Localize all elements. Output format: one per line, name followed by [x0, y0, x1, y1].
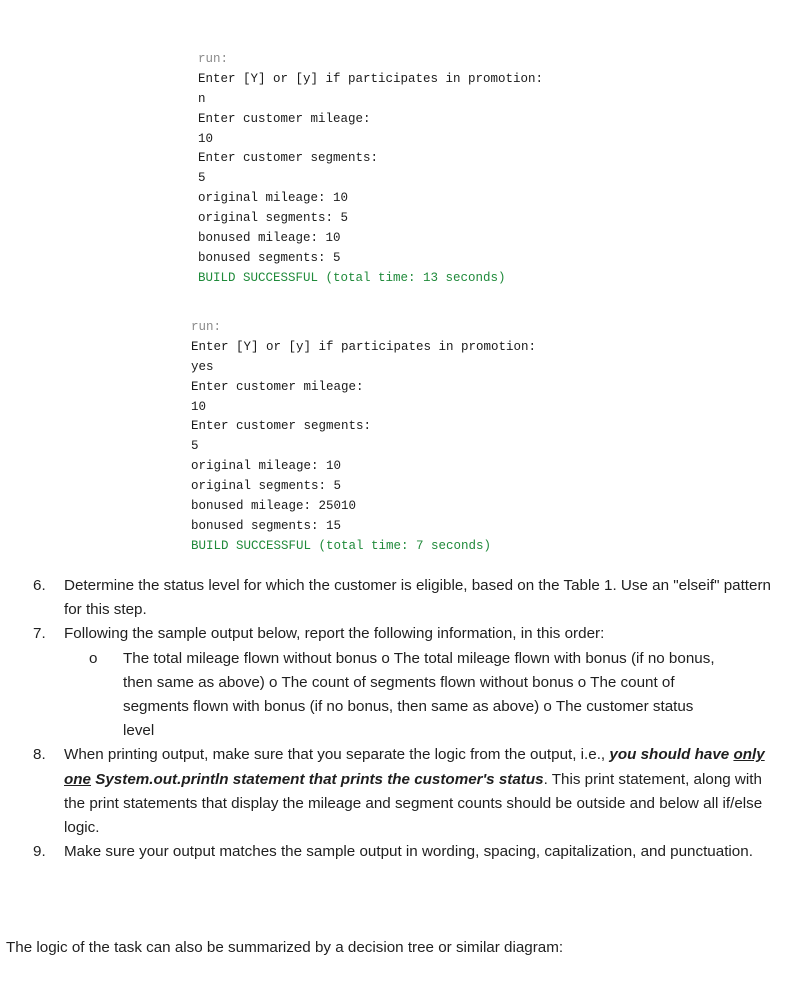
step-8-emph-1: you should have [609, 746, 734, 764]
console-line: run: [191, 320, 222, 334]
step-7 [33, 622, 783, 646]
step-text: Make sure your output matches the sample output in wording, spacing, capitalization, and punctuation. [64, 843, 753, 861]
console-line: original segments: 5 [198, 211, 349, 226]
sub-item-text: The total mileage flown without bonus o The total mileage flown with bonus (if no bonus, then same as above) o The count of segments flown without bonus o The count of segments flown with bonus (if no bonus, then same as above) o The customer status level [123, 649, 715, 740]
step-6 [33, 574, 783, 622]
console-output-run-1 [198, 50, 543, 289]
step-number: 9. [33, 843, 46, 861]
step-8 [33, 743, 783, 840]
step-8-emph-underlined: only one [64, 746, 765, 788]
step-8-text-after: . This print statement, along with the print statements that display the mileage and segment counts should be outside and below all if/else logic. [64, 770, 763, 837]
step-text: Determine the status level for which the customer is eligible, based on the Table 1. Use an "elseif" pattern for this step. [64, 577, 771, 619]
console-line: Enter [Y] or [y] if participates in promotion: [191, 339, 537, 354]
console-line: bonused segments: 5 [198, 250, 341, 265]
step-8-emph-2: System.out.println statement that prints the customer's status [91, 770, 544, 788]
console-line: Enter customer mileage: [198, 111, 371, 126]
console-line: 5 [191, 439, 199, 454]
console-line: original mileage: 10 [191, 459, 342, 474]
console-output-run-2 [191, 318, 536, 557]
console-line: 10 [191, 399, 207, 414]
step-number: 7. [33, 625, 46, 643]
console-line: 10 [198, 131, 214, 146]
step-text: Following the sample output below, report the following information, in this order: [64, 625, 605, 643]
console-line: Enter customer segments: [191, 419, 372, 434]
step-number: 6. [33, 577, 46, 594]
console-line: original mileage: 10 [198, 191, 349, 206]
console-line: Enter customer segments: [198, 151, 379, 166]
console-line: BUILD SUCCESSFUL (total time: 13 seconds) [198, 270, 506, 285]
step-text [64, 743, 783, 840]
step-7-sub-item [89, 647, 783, 744]
console-line: run: [198, 52, 229, 66]
console-line: n [198, 91, 206, 106]
console-line: bonused segments: 15 [191, 518, 342, 533]
console-line: Enter customer mileage: [191, 379, 364, 394]
console-line: Enter [Y] or [y] if participates in promotion: [198, 71, 544, 86]
step-8-text-before: When printing output, make sure that you separate the logic from the output, i.e., [64, 746, 610, 764]
console-line: BUILD SUCCESSFUL (total time: 7 seconds) [191, 538, 492, 553]
console-line: original segments: 5 [191, 479, 342, 494]
console-line: 5 [198, 171, 206, 186]
console-line: bonused mileage: 25010 [191, 499, 357, 514]
console-line: bonused mileage: 10 [198, 231, 341, 246]
console-line: yes [191, 359, 214, 374]
step-number: 8. [33, 746, 46, 764]
summary-text: The logic of the task can also be summarized by a decision tree or similar diagram: [6, 939, 564, 956]
instruction-list [33, 574, 783, 864]
step-9 [33, 840, 783, 864]
bullet-icon: o [89, 649, 98, 667]
